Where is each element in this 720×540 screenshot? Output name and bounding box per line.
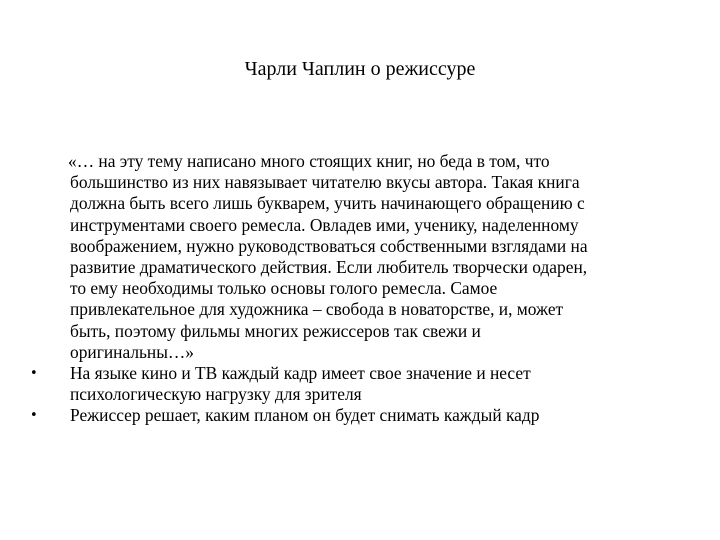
quote-line: то ему необходимы только основы голого ремесла. Самое: [70, 278, 498, 299]
bullet-marker: [30, 363, 40, 384]
chaplin-quote: [30, 151, 690, 363]
bullet-marker: [30, 405, 40, 426]
bullet-item-director-decides: [30, 405, 690, 426]
quote-line: должна быть всего лишь букварем, учить начинающего обращению с: [70, 193, 585, 214]
quote-line: привлекательное для художника – свобода в новаторстве, и, может: [70, 299, 564, 320]
bullet-item-frame-meaning: [30, 363, 690, 405]
quote-line: воображением, нужно руководствоваться собственными взглядами на: [70, 235, 588, 256]
bullet-line: На языке кино и ТВ каждый кадр имеет свое значение и несет: [70, 362, 531, 383]
slide-content: [30, 151, 690, 426]
quote-line: инструментами своего ремесла. Овладев ими, ученику, наделенному: [70, 214, 579, 235]
quote-line: большинство из них навязывает читателю вкусы автора. Такая книга: [70, 172, 580, 193]
slide-title: Чарли Чаплин о режиссуре: [244, 58, 476, 80]
quote-line: быть, поэтому фильмы многих режиссеров так свежи и: [70, 320, 481, 341]
bullet-line: Режиссер решает, каким планом он будет снимать каждый кадр: [70, 405, 540, 426]
quote-line: «… на эту тему написано много стоящих книг, но беда в том, что: [68, 151, 550, 171]
quote-line: оригинальны…»: [70, 341, 195, 362]
quote-line: развитие драматического действия. Если любитель творчески одарен,: [70, 256, 588, 277]
bullet-line: психологическую нагрузку для зрителя: [70, 384, 362, 405]
